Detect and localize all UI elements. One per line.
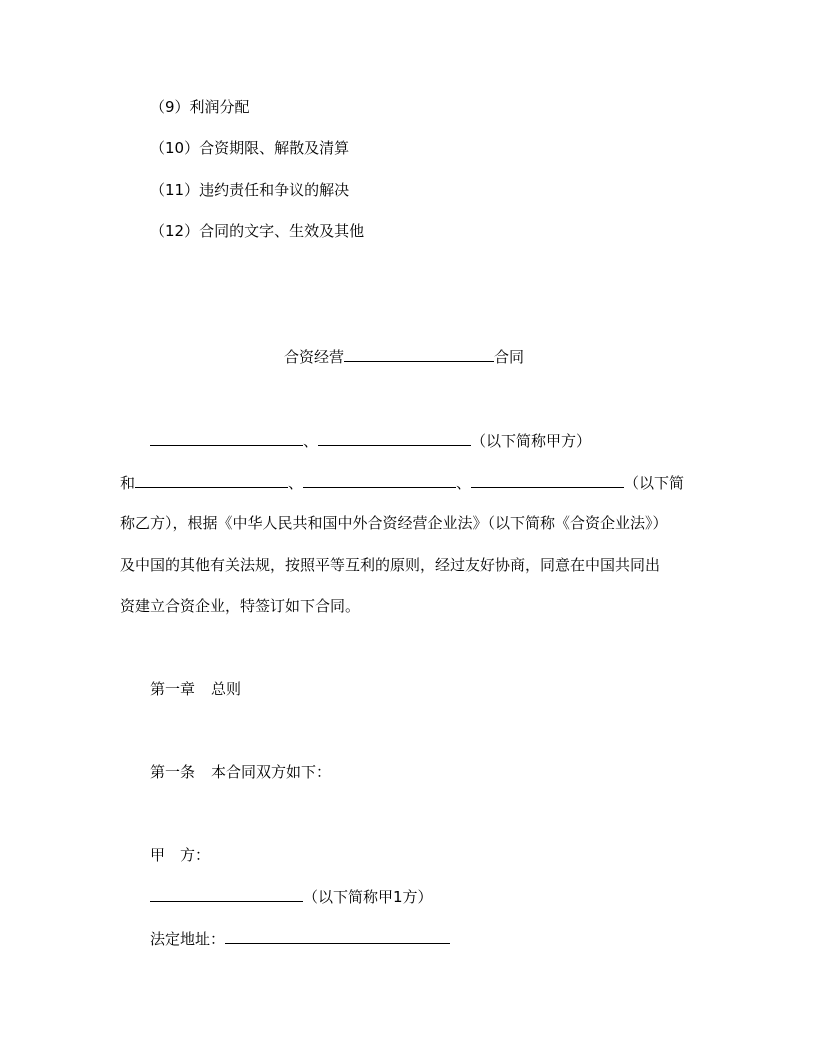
party-a-suffix: （以下简称甲方） (471, 432, 592, 450)
contract-title (284, 346, 524, 367)
title-blank (344, 346, 494, 362)
party-a-blank-2 (318, 430, 471, 446)
chapter-heading (150, 679, 241, 699)
chapter-number: 第一章 (150, 680, 196, 698)
address-label: 法定地址： (150, 930, 226, 948)
party-a-address-line (150, 928, 450, 949)
party-a-name-blank (150, 886, 303, 902)
title-prefix: 合资经营 (284, 348, 345, 366)
party-a-separator: 、 (303, 432, 319, 450)
article-heading (150, 762, 331, 782)
body-line-2: 及中国的其他有关法规，按照平等互利的原则，经过友好协商，同意在中国共同出 (120, 556, 661, 574)
article-number: 第一条 (150, 763, 196, 781)
party-b-prefix: 和 (120, 474, 136, 492)
list-item-10: （10）合资期限、解散及清算 (150, 139, 350, 157)
party-b-blank-2 (303, 472, 456, 488)
party-b-suffix: （以下简 (624, 474, 685, 492)
body-line-1: 称乙方），根据《中华人民共和国中外合资经营企业法》（以下简称《合资企业法》） (120, 514, 668, 532)
party-a-line (150, 430, 591, 451)
body-line-3: 资建立合资企业，特签订如下合同。 (120, 597, 361, 615)
party-a-blank-1 (150, 430, 303, 446)
list-item-9: （9）利润分配 (150, 98, 250, 116)
title-suffix: 合同 (494, 348, 525, 366)
party-b-blank-3 (471, 472, 624, 488)
chapter-name: 总则 (211, 680, 242, 698)
party-a-name-line (150, 886, 433, 907)
party-b-separator-1: 、 (288, 474, 304, 492)
party-b-separator-2: 、 (456, 474, 472, 492)
party-b-blank-1 (135, 472, 288, 488)
list-item-11: （11）违约责任和争议的解决 (150, 181, 350, 199)
party-a-abbr: （以下简称甲1方） (303, 888, 433, 906)
address-blank (225, 928, 450, 944)
party-b-line (120, 472, 684, 493)
list-item-12: （12）合同的文字、生效及其他 (150, 222, 365, 240)
article-text: 本合同双方如下： (211, 763, 332, 781)
party-a-label: 甲 方： (150, 846, 211, 864)
